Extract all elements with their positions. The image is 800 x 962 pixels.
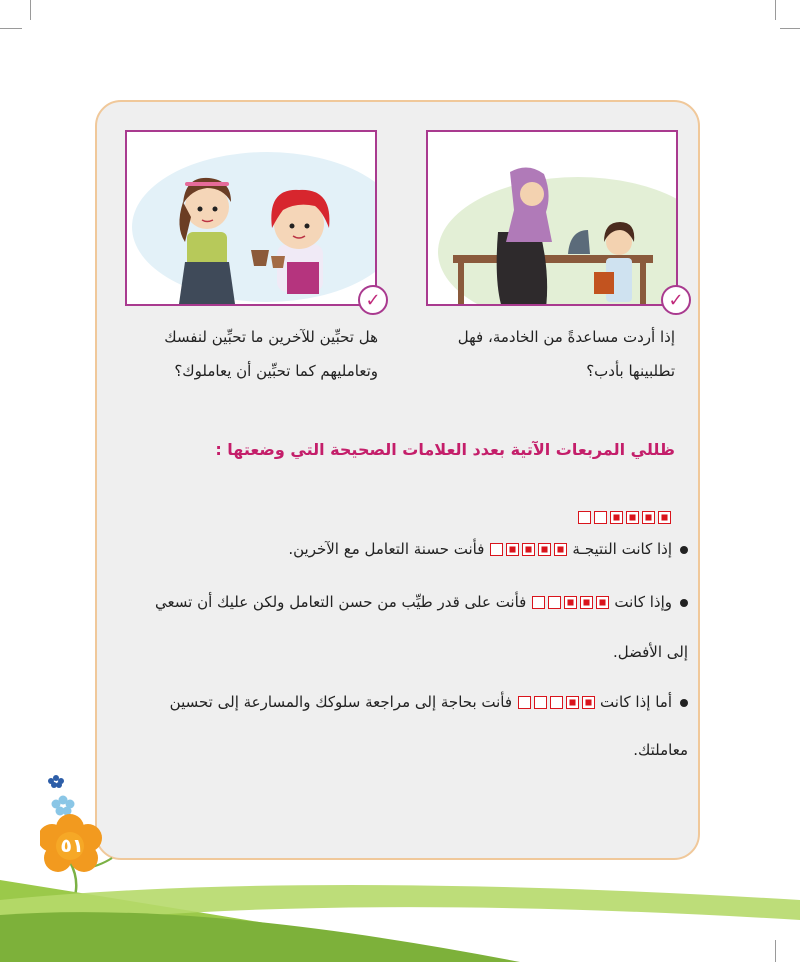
result-squares [488,540,568,558]
picture-frame-left [125,130,377,306]
page-number: ٥١ [60,835,84,857]
crop-mark [780,28,800,29]
result-continuation: معاملتك. [633,741,688,759]
caption-left-line-2: وتعامليهم كما تحبِّين أن يعاملوك؟ [174,362,378,380]
caption-left [164,320,378,388]
crop-mark [775,0,776,20]
result-squares [530,593,610,611]
answer-square-empty[interactable] [594,511,607,524]
illustration-girls [127,132,375,304]
bullet-icon [680,699,688,707]
answer-square-filled[interactable] [658,511,671,524]
result-item [170,693,688,711]
crop-mark [0,28,22,29]
answer-square-filled[interactable] [610,511,623,524]
answer-squares[interactable] [576,507,672,526]
bullet-icon [680,599,688,607]
check-icon: ✓ [661,285,691,315]
answer-square-filled[interactable] [642,511,655,524]
result-item [288,540,688,558]
result-prefix: إذا كانت النتيجـة [572,540,672,558]
result-item [155,593,688,611]
result-text: فأنت بحاجة إلى مراجعة سلوكك والمسارعة إلى تحسين [169,693,513,711]
check-icon: ✓ [358,285,388,315]
answer-square-filled[interactable] [626,511,639,524]
green-wave-decoration [0,860,800,962]
caption-left-line-1: هل تحبِّين للآخرين ما تحبِّين لنفسك [164,328,378,346]
result-text: فأنت حسنة التعامل مع الآخرين. [288,540,485,558]
caption-right-line-2: تطلبينها بأدب؟ [586,362,675,380]
crop-mark [30,0,31,20]
result-squares [516,693,596,711]
picture-frame-right [426,130,678,306]
instruction-heading: ظللي المربعات الآتية بعدد العلامات الصحيحة التي وضعتها : [215,440,675,459]
result-prefix: أما إذا كانت [600,693,672,711]
result-prefix: وإذا كانت [614,593,672,611]
caption-right-line-1: إذا أردت مساعدةً من الخادمة، فهل [457,328,675,346]
answer-square-empty[interactable] [578,511,591,524]
result-text: فأنت على قدر طيِّب من حسن التعامل ولكن عليك أن تسعي [155,593,527,611]
illustration-maid [428,132,676,304]
result-continuation: إلى الأفضل. [612,643,688,661]
bullet-icon [680,546,688,554]
caption-right [458,320,675,388]
